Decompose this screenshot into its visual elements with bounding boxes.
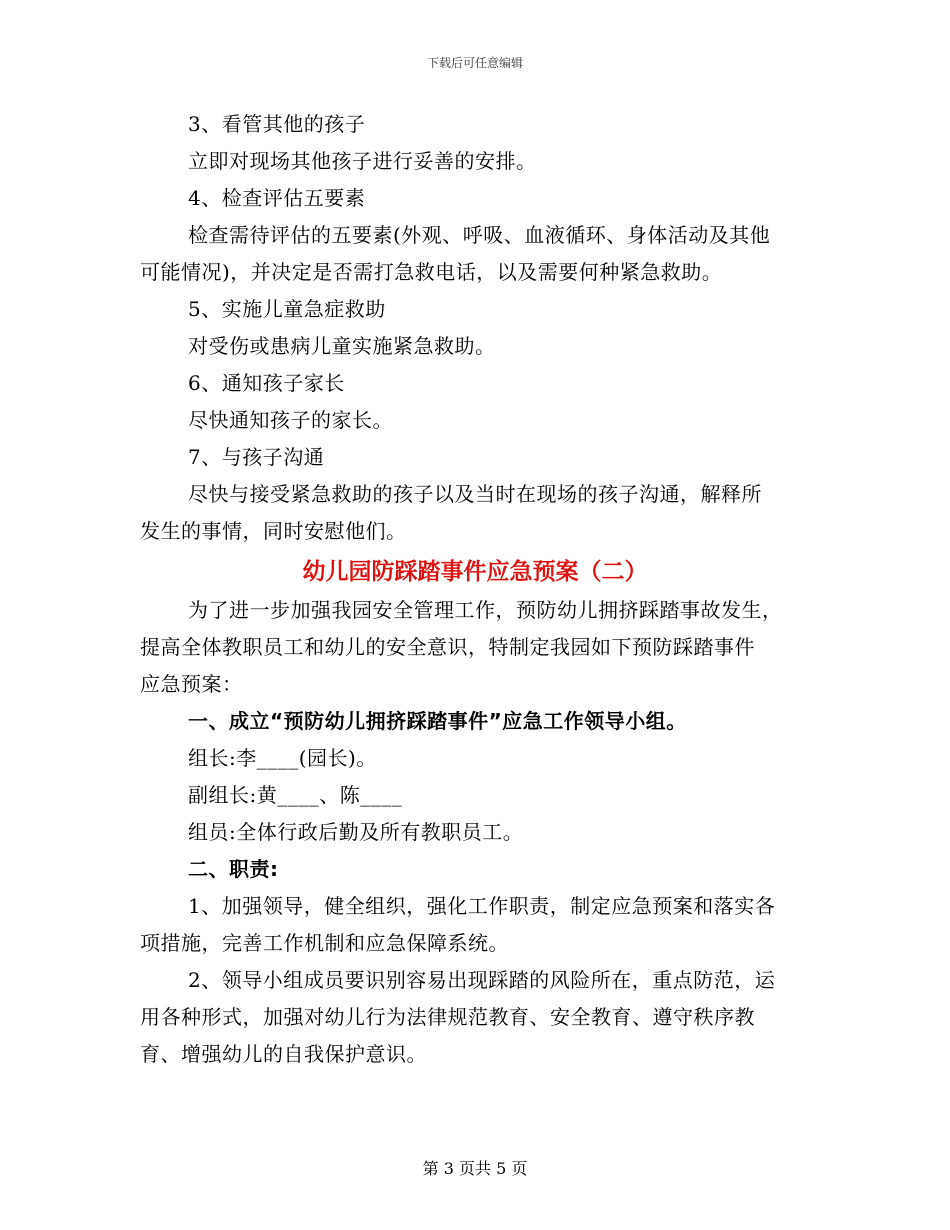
group-members: 组员:全体行政后勤及所有教职员工。 [188,820,524,844]
duty-paragraph [140,888,810,962]
body-line: 对受伤或患病儿童实施紧急救助。 [188,334,496,358]
heading-duties: 二、职责: [188,857,279,881]
group-leader: 组长:李____(园长)。 [188,746,377,770]
section-title: 幼儿园防踩踏事件应急预案（二） [302,559,648,585]
item-body [140,217,810,291]
emergency-item [140,106,810,180]
item-heading: 7、与孩子沟通 [188,445,325,469]
body-line: 2、领导小组成员要识别容易出现踩踏的风险所在，重点防范，运 [188,968,776,992]
emergency-item [140,180,810,291]
duty-paragraph [140,962,810,1073]
body-line: 应急预案： [140,672,243,696]
body-line: 可能情况)，并决定是否需打急救电话，以及需要何种紧急救助。 [140,260,723,284]
intro-paragraph [140,592,810,703]
header-note: 下载后可任意编辑 [426,56,523,70]
item-heading: 4、检查评估五要素 [188,186,366,210]
body-line: 立即对现场其他孩子进行妥善的安排。 [188,149,537,173]
item-heading: 6、通知孩子家长 [188,371,345,395]
heading-leadership-group: 一、成立“预防幼儿拥挤踩踏事件”应急工作领导小组。 [188,709,687,733]
emergency-item [140,365,810,439]
item-heading: 3、看管其他的孩子 [188,112,366,136]
body-line: 检查需待评估的五要素(外观、呼吸、血液循环、身体活动及其他 [188,223,771,247]
body-line: 1、加强领导，健全组织，强化工作职责，制定应急预案和落实各 [188,894,776,918]
body-line: 为了进一步加强我园安全管理工作，预防幼儿拥挤踩踏事故发生， [188,598,783,622]
item-heading: 5、实施儿童急症救助 [188,297,386,321]
body-line: 尽快与接受紧急救助的孩子以及当时在现场的孩子沟通，解释所 [188,482,762,506]
body-line: 提高全体教职员工和幼儿的安全意识，特制定我园如下预防踩踏事件 [140,635,755,659]
emergency-item [140,291,810,365]
body-line: 尽快通知孩子的家长。 [188,408,393,432]
body-line: 用各种形式，加强对幼儿行为法律规范教育、安全教育、遵守秩序教 [140,1005,755,1029]
item-body [140,328,810,365]
body-line: 项措施，完善工作机制和应急保障系统。 [140,931,509,955]
item-body [140,402,810,439]
emergency-item [140,439,810,550]
page-number: 第 3 页共 5 页 [422,1159,528,1178]
item-body [140,143,810,180]
document-page [140,106,810,1073]
body-line: 育、增强幼儿的自我保护意识。 [140,1042,427,1066]
item-body [140,476,810,550]
body-line: 发生的事情，同时安慰他们。 [140,519,407,543]
vice-group-leader: 副组长:黄____、陈____ [188,783,403,807]
